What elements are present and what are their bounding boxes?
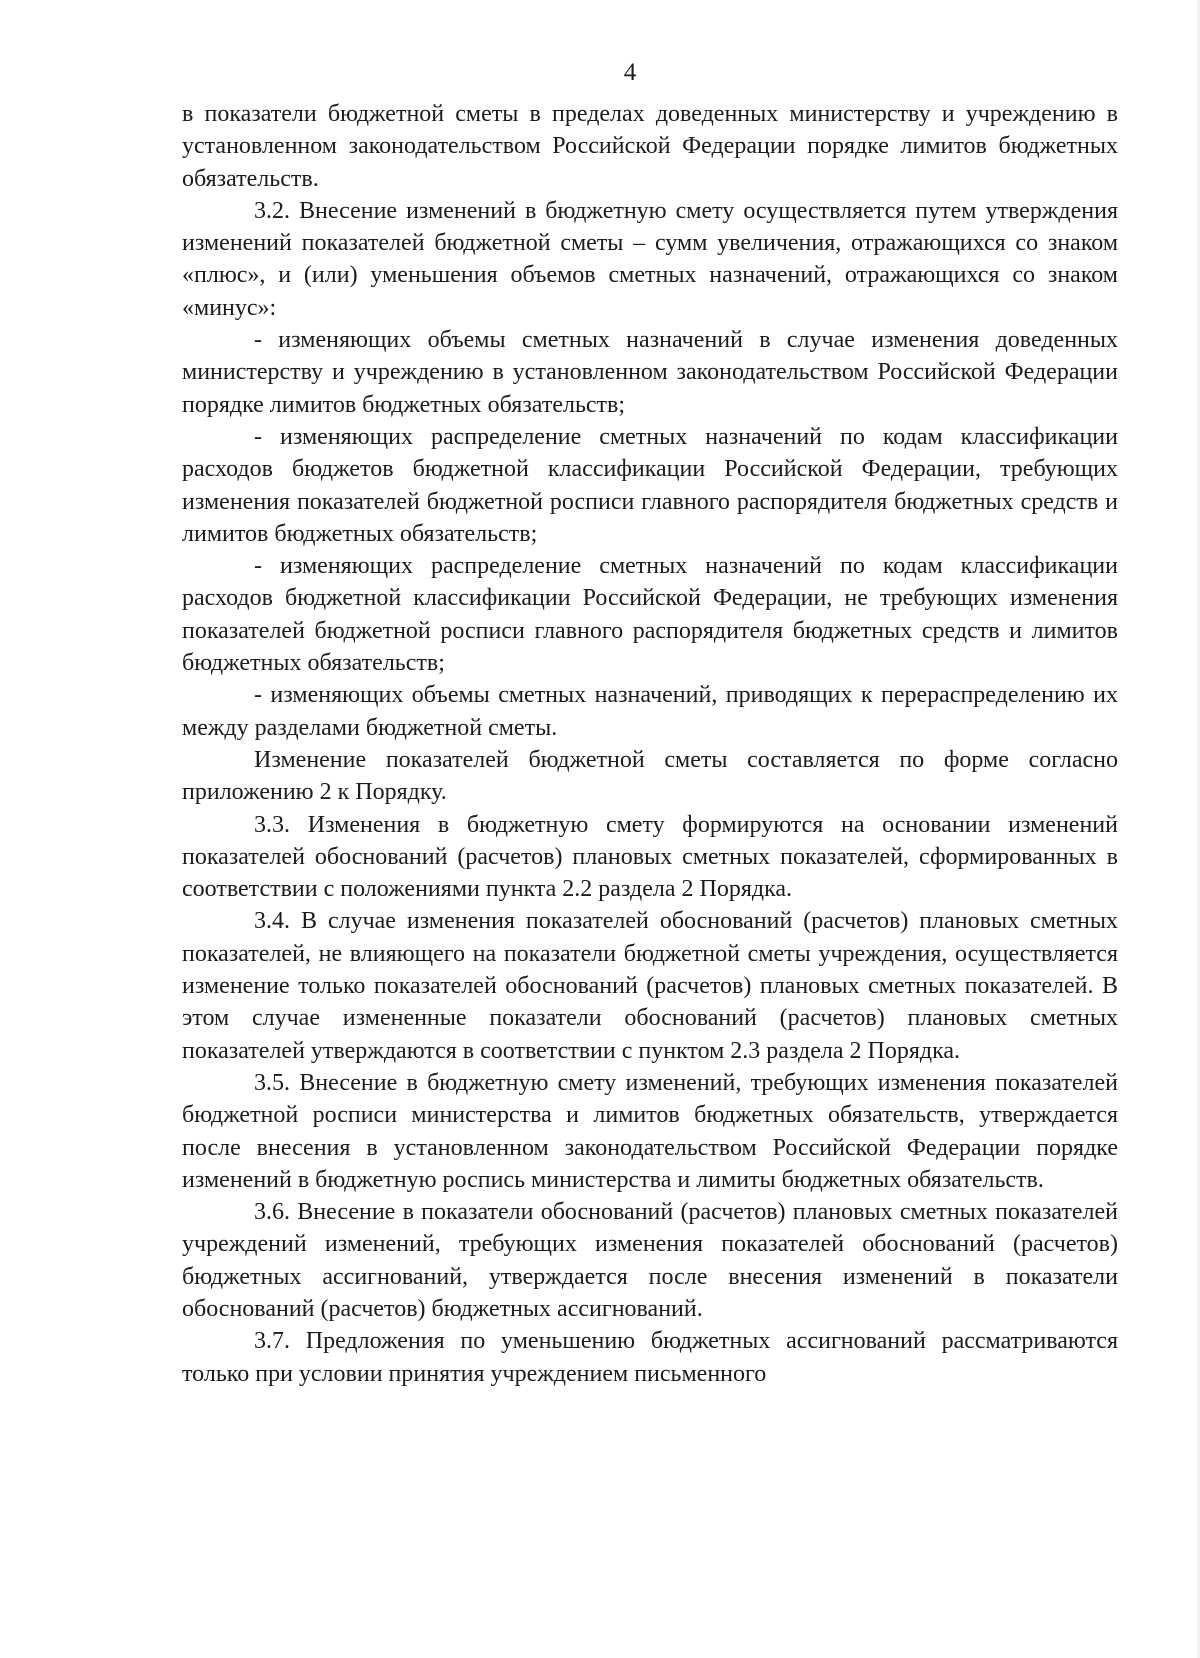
paragraph-continuation: в показатели бюджетной сметы в пределах доведенных министерству и учреждению в установленном законодательством Российской Федерации порядке лимитов бюджетных обязательств.	[182, 101, 1118, 192]
paragraph-3-7: 3.7. Предложения по уменьшению бюджетных ассигнований рассматриваются только при условии принятия учреждением письменного	[182, 1328, 1118, 1387]
document-body	[182, 98, 1118, 1390]
paragraph-3-2: 3.2. Внесение изменений в бюджетную смету осуществляется путем утверждения изменений показателей бюджетной сметы – сумм увеличения, отражающихся со знаком «плюс», и (или) уменьшения объемов сметных назначений, отражающихся со знаком «минус»:	[182, 197, 1118, 321]
list-item-3-2-3: - изменяющих распределение сметных назначений по кодам классификации расходов бюджетной классификации Российской Федерации, не требующих изменения показателей бюджетной росписи главного распорядителя бюджетных средств и лимитов бюджетных обязательств;	[182, 553, 1118, 677]
paragraph-3-6: 3.6. Внесение в показатели обоснований (расчетов) плановых сметных показателей учреждений изменений, требующих изменения показателей обоснований (расчетов) бюджетных ассигнований, утверждается после внесения изменений в показатели обоснований (расчетов) бюджетных ассигнований.	[182, 1199, 1118, 1322]
paragraph-3-2-form: Изменение показателей бюджетной сметы составляется по форме согласно приложению 2 к Порядку.	[182, 746, 1118, 806]
page-number: 4	[623, 59, 637, 86]
paragraph-3-4: 3.4. В случае изменения показателей обоснований (расчетов) плановых сметных показателей, не влияющего на показатели бюджетной сметы учреждения, осуществляется изменение только показателей обоснований (расчетов) плановых сметных показателей. В этом случае измененные показатели обоснований (расчетов) плановых сметных показателей утверждаются в соответствии с пунктом 2.3 раздела 2 Порядка.	[182, 908, 1118, 1064]
list-item-3-2-1: - изменяющих объемы сметных назначений в случае изменения доведенных министерству и учреждению в установленном законодательством Российской Федерации порядке лимитов бюджетных обязательств;	[182, 327, 1118, 418]
list-item-3-2-2: - изменяющих распределение сметных назначений по кодам классификации расходов бюджетов бюджетной классификации Российской Федерации, требующих изменения показателей бюджетной росписи главного распорядителя бюджетных средств и лимитов бюджетных обязательств;	[182, 423, 1118, 547]
paragraph-3-5: 3.5. Внесение в бюджетную смету изменений, требующих изменения показателей бюджетной росписи министерства и лимитов бюджетных обязательств, утверждается после внесения в установленном законодательством Российской Федерации порядке изменений в бюджетную роспись министерства и лимиты бюджетных обязательств.	[182, 1069, 1118, 1193]
list-item-3-2-4: - изменяющих объемы сметных назначений, приводящих к перераспределению их между разделами бюджетной сметы.	[182, 682, 1118, 741]
paragraph-3-3: 3.3. Изменения в бюджетную смету формируются на основании изменений показателей обоснований (расчетов) плановых сметных показателей, сформированных в соответствии с положениями пункта 2.2 раздела 2 Порядка.	[182, 811, 1118, 903]
